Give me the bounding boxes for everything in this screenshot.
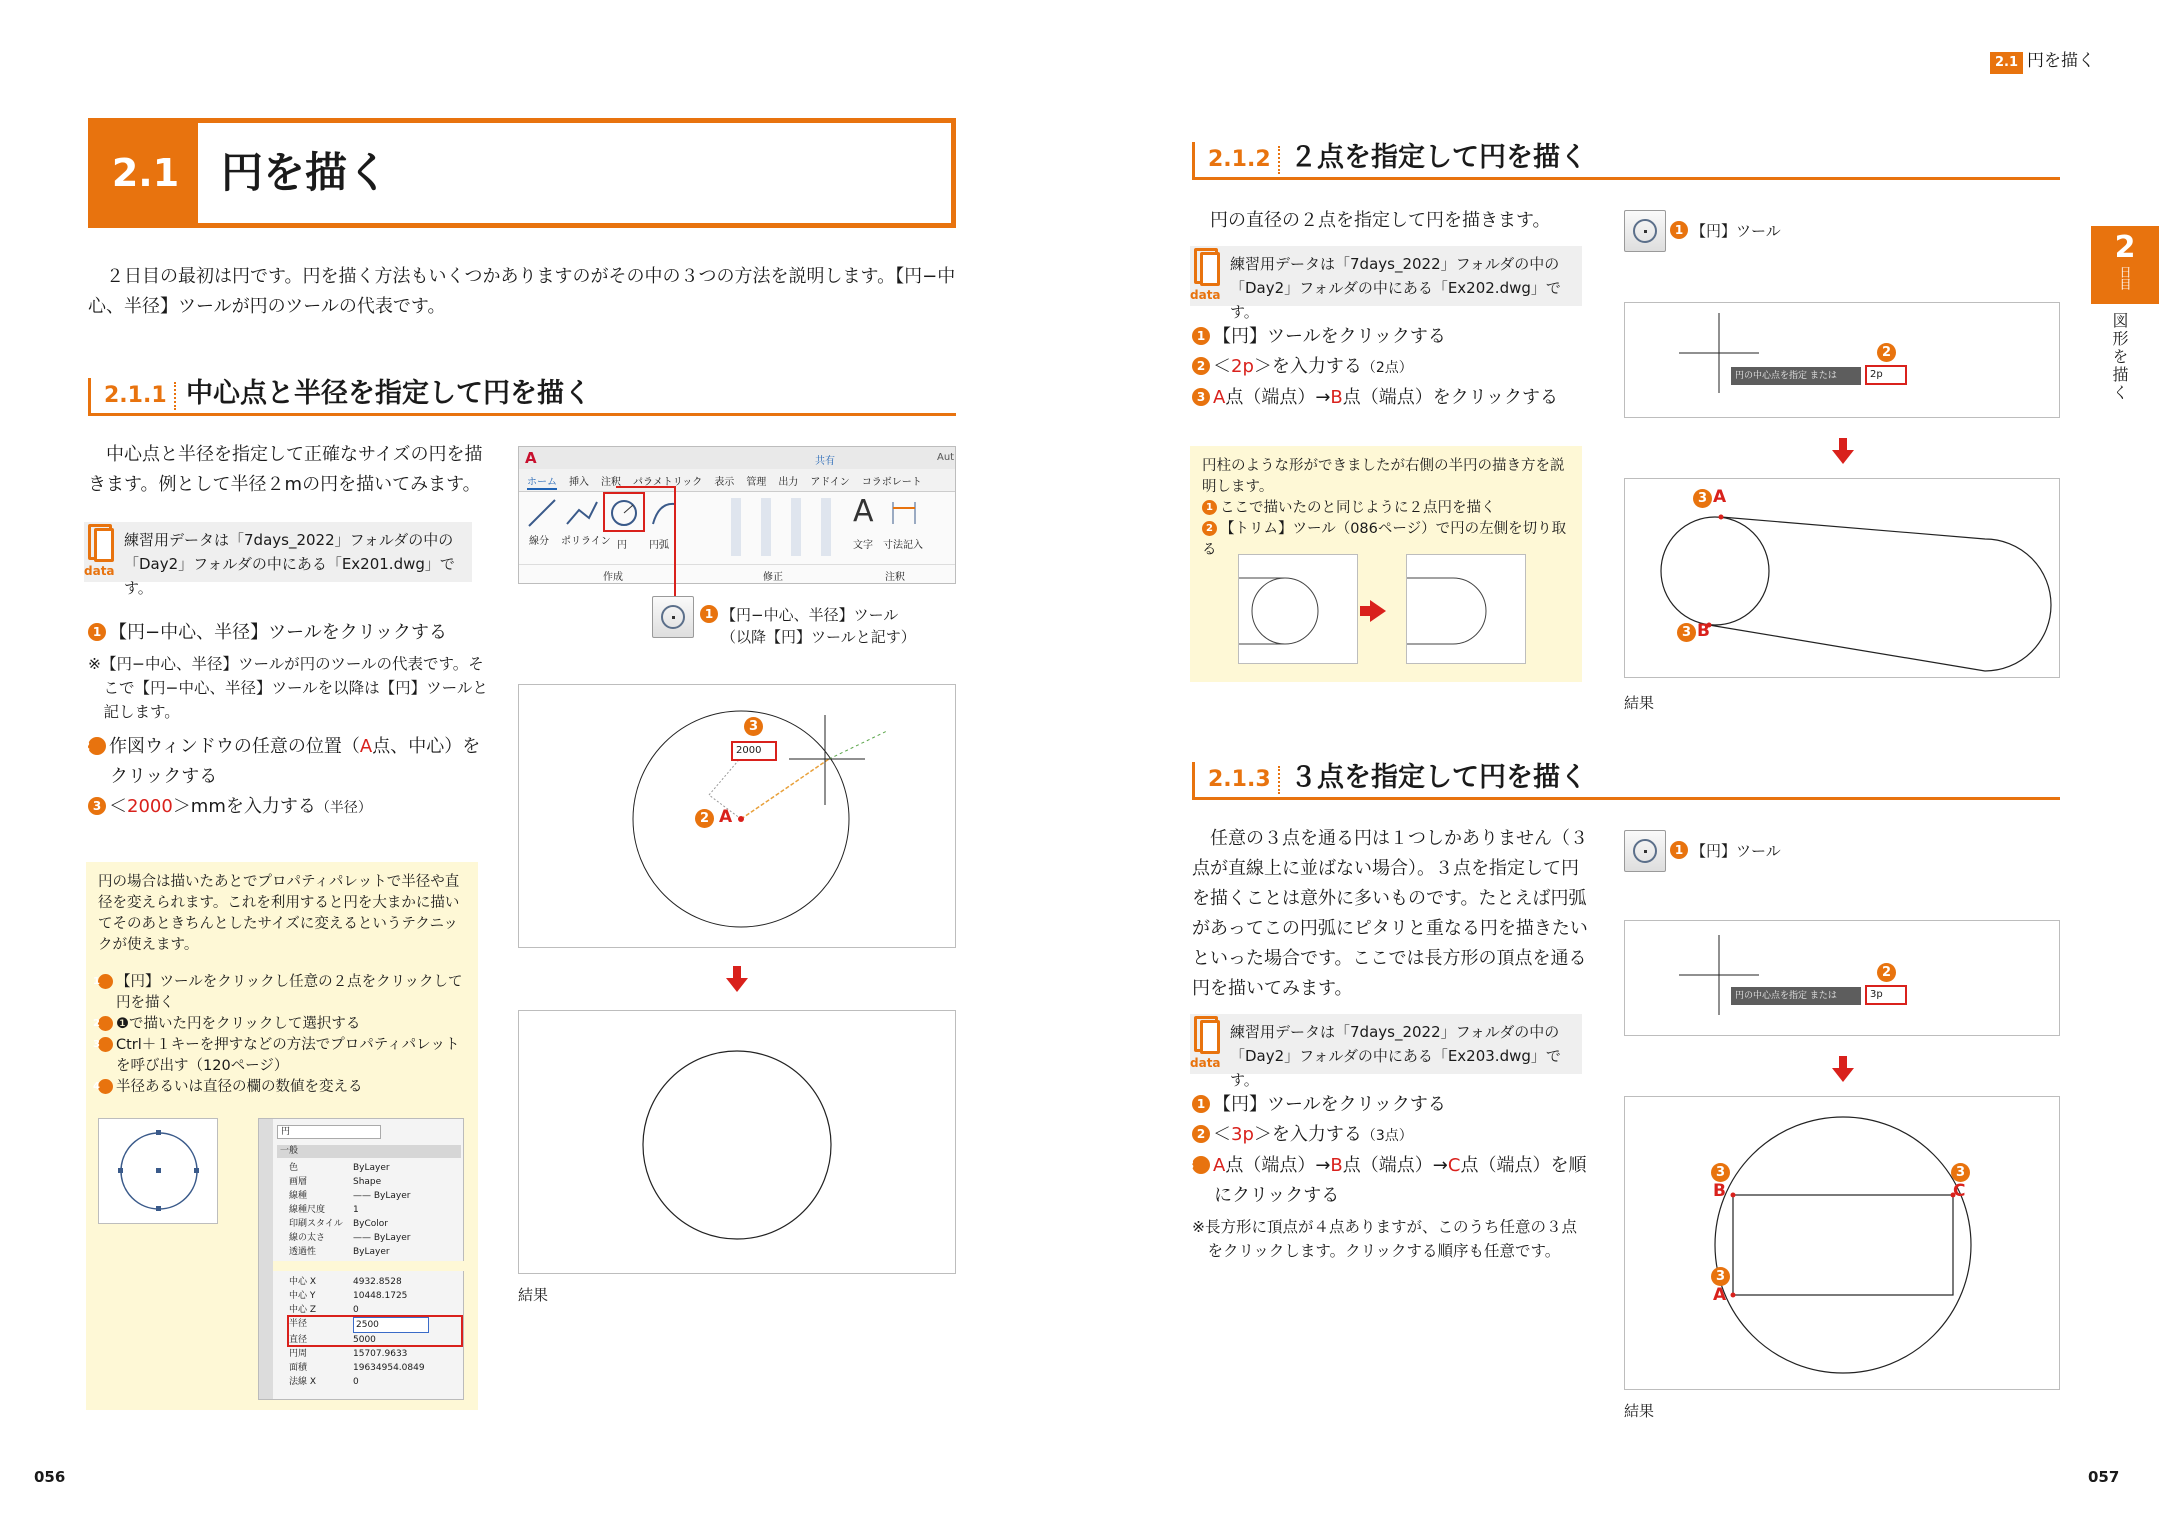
section-heading-2-1-1 [88,372,956,416]
main-title-number: 2.1 [93,123,198,223]
section-number: 2.1.2 [1208,147,1271,172]
sec2-step-2: 2 ＜2p＞を入力する（2点） [1192,352,1592,383]
palette-rows: 色 ByLayer 画層 Shape 線種 —— ByLayer 線種尺度 1 印刷スタイル ByColor 線の太さ —— ByLayer 透過性 ByLayer [289,1163,411,1257]
circle-tool-icon[interactable] [1624,210,1666,252]
cylinder-after [1407,555,1527,665]
sec3-step-3: 3 A点（端点）→B点（端点）→C点（端点）を順にクリックする [1185,1155,1587,1206]
point-badge-B: 3 [1677,623,1696,642]
sec1-step-2: 2 作図ウィンドウの任意の位置（A点、中心）をクリックする [81,736,481,787]
point-label-C: C [1953,1181,1966,1201]
point-label-A: A [1713,487,1727,507]
radius-input-box[interactable]: 2000 [731,741,777,761]
sec1-arrow-down [726,966,748,992]
callout-badge-2: 2 [1877,963,1896,982]
palette-strip [259,1119,273,1399]
section-title: 中心点と半径を指定して円を描く [186,378,591,409]
data-line-1: 練習用データは「7days_2022」フォルダの中の [1230,255,1560,273]
tip-circle-preview [98,1118,218,1224]
sec2-arrow-down [1832,438,1854,464]
sec2-result-drawing [1624,478,2060,678]
point-badge-A: 3 [1693,489,1712,508]
three-point-circle-drawing [1625,1097,2061,1391]
main-title-box [88,118,956,228]
point-label-A: A [719,807,733,827]
running-header [1990,50,2095,72]
tab-manage[interactable]: 管理 [746,477,767,488]
quick-access-bar [519,447,955,469]
sec3-data-box [1190,1014,1582,1089]
data-folder-icon: data [1190,1014,1224,1074]
data-line-2: 「Day2」フォルダの中にある「Ex203.dwg」です。 [1230,1047,1561,1089]
callout-connector [616,486,676,596]
running-header-badge: 2.1 [1990,52,2023,74]
panel-label-create[interactable]: 作成 [603,572,623,583]
callout-badge-2: 2 [695,809,714,828]
polyline-tool-label[interactable]: ポリライン [561,536,611,547]
circle-tool-label[interactable]: 円 [617,540,627,551]
tab-view[interactable]: 表示 [714,477,735,488]
tip-step-1: 1 【円】ツールをクリックし任意の２点をクリックして円を描く [93,974,463,1011]
sec3-tool-label: 1 【円】ツール [1670,840,1781,861]
data-folder-icon: data [84,522,118,582]
autocad-logo-icon[interactable]: A [525,449,537,467]
line-tool-icon[interactable] [527,498,557,528]
cylinder-before [1239,555,1359,665]
text-tool-icon[interactable]: A [853,494,874,529]
sec2-tool-label: 1 【円】ツール [1670,220,1781,241]
tab-insert[interactable]: 挿入 [569,477,589,488]
circle-center-radius-tool-icon [652,596,694,638]
side-tab-day [2091,226,2159,304]
sec2-command-screenshot [1624,302,2060,418]
arc-tool-label[interactable]: 円弧 [649,540,669,551]
tab-addin[interactable]: アドイン [810,477,850,488]
two-point-circle-drawing [1625,479,2061,679]
tip-intro: 円柱のような形ができましたが右側の半円の描き方を説明します。 [1202,458,1565,495]
tab-parametric[interactable]: パラメトリック [633,477,703,488]
sec3-step-2: 2 ＜3p＞を入力する（3点） [1192,1120,1592,1151]
point-badge-B: 3 [1711,1163,1730,1182]
sec2-step-1: 1 【円】ツールをクリックする [1192,322,1592,352]
panel-labels [519,564,955,582]
crosshair-cursor-icon [1625,303,2061,419]
sec2-tip-box [1190,446,1582,682]
sec3-note: ※長方形に頂点が４点ありますが、このうち任意の３点をクリックします。クリックする順序も任意です。 [1192,1218,1577,1260]
tip-after-drawing [1406,554,1526,664]
heading-bar [88,378,91,414]
panel-label-annotate[interactable]: 注釈 [885,572,905,583]
sec3-command-screenshot [1624,920,2060,1036]
share-button[interactable]: 共有 [815,456,835,467]
tool-callout-line2: （以降【円】ツールと記す） [721,628,916,646]
side-tab-day-num: 2 [2114,230,2136,265]
point-label-B: B [1713,1181,1726,1201]
page-number-right: 057 [2088,1468,2120,1486]
section-heading-2-1-3 [1192,756,2060,800]
tab-annotate[interactable]: 注釈 [601,477,621,488]
data-line-2: 「Day2」フォルダの中にある「Ex201.dwg」です。 [124,555,455,597]
data-folder-icon: data [1190,246,1224,306]
text-tool-label[interactable]: 文字 [853,540,873,551]
tip-steps [1202,498,1572,561]
tip-before-drawing [1238,554,1358,664]
ribbon-tabs [527,473,922,490]
right-arrow [1370,600,1386,622]
crosshair-cursor-icon [1625,921,2061,1037]
tip-step-1: 1 ここで描いたのと同じように２点円を描く [1202,498,1572,519]
sec1-step-3: 3 ＜2000＞mmを入力する（半径） [88,792,488,823]
tool-callout: 1 【円−中心、半径】ツール （以降【円】ツールと記す） [700,604,916,648]
dimension-tool-label[interactable]: 寸法記入 [883,540,923,551]
callout-badge-3: 3 [744,717,763,736]
tab-home[interactable]: ホーム [527,473,557,490]
section-number: 2.1.1 [104,383,167,408]
tab-output[interactable]: 出力 [778,477,799,488]
running-header-title: 円を描く [2027,51,2096,71]
sec1-note-1: ※【円−中心、半径】ツールが円のツールの代表です。そこで【円−中心、半径】ツールを以降は【円】ツールと記します。 [88,655,488,721]
tip-intro: 円の場合は描いたあとでプロパティパレットで半径や直径を変えられます。これを利用すると円を大まかに描いてそのあときちんとしたサイズに変えるというテクニックが使えます。 [98,874,460,953]
tab-collaborate[interactable]: コラボレート [861,477,922,488]
tip-steps [93,972,466,1098]
radius-circle-drawing [519,685,957,949]
section-heading-2-1-2 [1192,136,2060,180]
ribbon-screenshot [518,446,956,584]
sec3-description: 任意の３点を通る円は１つしかありません（３点が直線上に並ばない場合）。３点を指定して円を描くことは意外に多いものです。たとえば円弧があってこの円弧にピタリと重なる円を描きたいといった場合です。ここでは長方形の頂点を通る円を描いてみます。 [1192,828,1588,999]
tip-step-2: 2 【トリム】ツール（086ページ）で円の左側を切り取る [1202,521,1567,558]
sec3-arrow-down [1832,1056,1854,1082]
tip-step-3: 3 Ctrl＋１キーを押すなどの方法でプロパティパレットを呼び出す（120ページ） [93,1037,460,1074]
step-badge: 1 [88,623,106,641]
data-line-2: 「Day2」フォルダの中にある「Ex202.dwg」です。 [1230,279,1561,321]
circle-tool-icon[interactable] [1624,830,1666,872]
tip-step-4: 4 半径あるいは直径の欄の数値を変える [93,1079,363,1095]
sec2-step-3: 3 A点（端点）→B点（端点）をクリックする [1192,383,1592,413]
data-line-1: 練習用データは「7days_2022」フォルダの中の [124,531,454,549]
sec2-steps [1192,322,1592,413]
section-number: 2.1.3 [1208,767,1271,792]
radius-diameter-highlight [287,1315,463,1347]
line-tool-label[interactable]: 線分 [529,536,549,547]
sec1-result-drawing [518,1010,956,1274]
intro-text: ２日目の最初は円です。円を描く方法もいくつかありますのがその中の３つの方法を説明します。【円−中心、半径】ツールが円のツールの代表です。 [88,266,956,317]
sec1-description: 中心点と半径を指定して正確なサイズの円を描きます。例として半径２mの円を描いてみます。 [88,444,483,495]
tip-step-2: 2 ❶で描いた円をクリックして選択する [93,1016,361,1032]
section-title: ２点を指定して円を描く [1290,142,1587,173]
heading-divider [174,382,176,410]
palette-type-select[interactable]: 円 [277,1125,381,1139]
sec1-tip-box [86,862,478,1410]
command-prompt: 円の中心点を指定 または [1731,987,1861,1005]
point-badge-C: 3 [1951,1163,1970,1182]
app-title-truncated: Aut [937,452,955,463]
page-number-left: 056 [34,1468,66,1486]
properties-palette [258,1118,464,1400]
sec2-data-box [1190,246,1582,321]
section-title: ３点を指定して円を描く [1290,762,1587,793]
sec2-result-label: 結果 [1624,694,1655,712]
command-input[interactable]: 3p [1865,985,1907,1005]
palette-break [273,1261,465,1271]
sec3-steps [1185,1090,1592,1263]
side-tab-day-unit: 日目 [2118,266,2132,290]
point-label-B: B [1697,621,1710,641]
data-line-1: 練習用データは「7days_2022」フォルダの中の [1230,1023,1560,1041]
modify-tools-grid[interactable] [723,498,843,556]
sec3-step-1: 1 【円】ツールをクリックする [1192,1090,1592,1120]
tool-callout-line1: 【円−中心、半径】ツール [721,606,899,624]
palette-section: 一般 [277,1145,461,1158]
command-prompt: 円の中心点を指定 または [1731,367,1861,385]
polyline-tool-icon[interactable] [565,498,599,528]
sec1-steps [81,618,488,823]
point-label-A: A [1713,1285,1727,1305]
sec3-result-label: 結果 [1624,1402,1655,1420]
dimension-tool-icon[interactable] [889,498,919,528]
point-badge-A: 3 [1711,1267,1730,1286]
side-tab-chapter: 図形を描く [2110,312,2129,402]
sec2-description: 円の直径の２点を指定して円を描きます。 [1210,210,1551,231]
callout-badge-2: 2 [1877,343,1896,362]
panel-label-modify[interactable]: 修正 [763,572,783,583]
command-input[interactable]: 2p [1865,365,1907,385]
result-circle [519,1011,957,1275]
main-title-text: 円を描く [221,148,390,197]
palette-rows-2: 中心 X 4932.8528 中心 Y 10448.1725 中心 Z 0 半径 2500 直径 5000 円周 15707.9633 面積 19634954.0849 法線 X 0 [289,1275,461,1389]
ribbon-panel [519,491,955,583]
sec1-step-1: 1 【円−中心、半径】ツールをクリックする [88,618,488,648]
selected-circle-graphic [99,1119,219,1225]
sec1-cad-drawing [518,684,956,948]
sec1-data-box [84,522,472,597]
sec1-result-label: 結果 [518,1286,549,1304]
sec3-result-drawing [1624,1096,2060,1390]
